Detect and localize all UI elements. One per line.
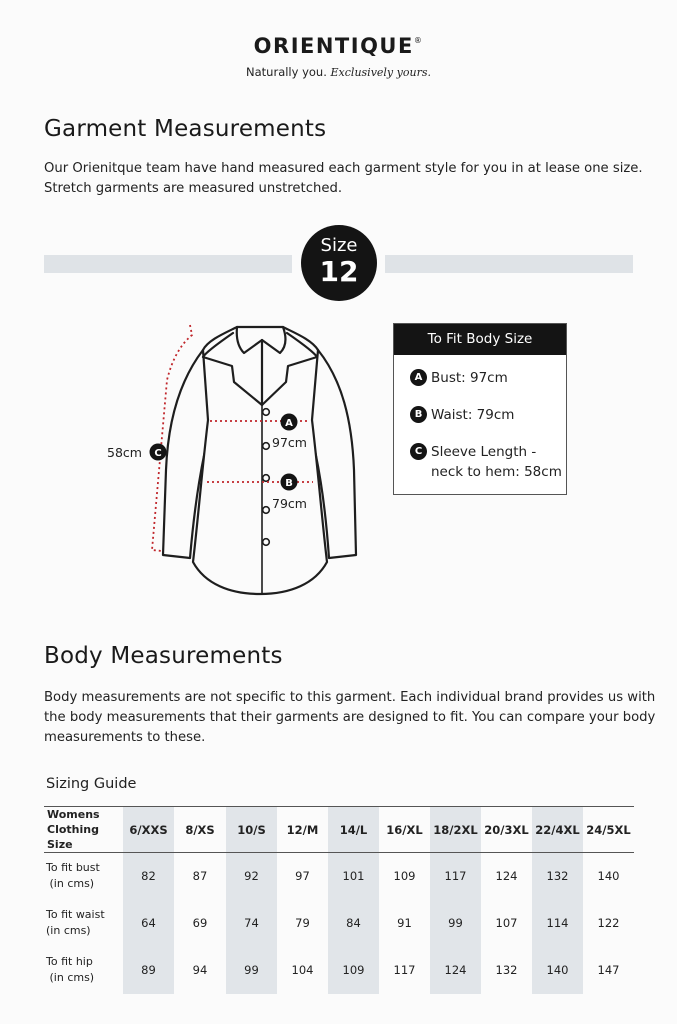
table-row: [44, 853, 634, 900]
table-cell: 132: [495, 963, 518, 977]
table-cell: 140: [532, 947, 583, 994]
size-col-header: 18/2XL: [430, 807, 481, 853]
size-column-header-line1: Womens: [47, 808, 100, 821]
marker-b: B: [285, 478, 293, 489]
table-cell: 69: [192, 916, 208, 930]
row-label-waist: [44, 900, 123, 947]
size-value: 12: [319, 255, 359, 288]
row-label-line2: (in cms): [49, 877, 95, 891]
row-label-line1: To fit waist: [46, 908, 105, 921]
registered-mark: ®: [413, 36, 424, 45]
garment-description-line1: Our Orienitque team have hand measured each garment style for you in at lease one size.: [44, 161, 643, 176]
brand-logo: [0, 34, 677, 58]
row-label-line2: (in cms): [46, 924, 91, 937]
body-description-line2: the body measurements that their garments are designed to fit. You can compare your body: [44, 710, 656, 725]
row-label-line1: To fit hip: [46, 955, 93, 968]
table-cell: 117: [393, 963, 416, 977]
sizing-table: [44, 806, 634, 994]
sizing-header-row: [44, 807, 634, 853]
size-col-header: 16/XL: [379, 807, 430, 853]
sizing-guide-title: Sizing Guide: [46, 776, 137, 792]
marker-a: A: [285, 418, 293, 429]
table-cell: 117: [430, 853, 481, 900]
size-column-header-line2: Clothing Size: [47, 823, 99, 851]
button-2: [263, 443, 270, 450]
jacket-body: [193, 327, 327, 594]
tagline-plain: Naturally you.: [246, 65, 327, 79]
table-cell: 124: [430, 947, 481, 994]
size-label: Size: [320, 235, 358, 256]
button-1: [263, 409, 270, 416]
body-description-line1: Body measurements are not specific to this garment. Each individual brand provides us with: [44, 690, 656, 705]
fit-bust-text: Bust: 97cm: [431, 370, 508, 386]
waist-value: 79cm: [272, 496, 307, 511]
size-col-header: 14/L: [328, 807, 379, 853]
size-column-header: [44, 807, 123, 853]
table-cell: 104: [291, 963, 314, 977]
table-cell: 89: [123, 947, 174, 994]
table-cell: 140: [597, 869, 620, 884]
garment-heading: Garment Measurements: [44, 116, 327, 142]
table-cell: 74: [226, 900, 277, 947]
table-cell: 79: [295, 916, 310, 930]
divider-bar-right: [385, 255, 633, 273]
size-col-header: 10/S: [226, 807, 277, 853]
size-col-header: 24/5XL: [583, 807, 634, 853]
table-cell: 99: [226, 947, 277, 994]
fit-badge-a: A: [410, 369, 427, 386]
button-5: [263, 539, 270, 546]
table-cell: 92: [226, 853, 277, 900]
body-description-line3: measurements to these.: [44, 730, 206, 745]
fit-row-waist: [410, 405, 514, 425]
fit-row-length: [410, 442, 562, 482]
row-label-hip: [44, 947, 123, 994]
table-cell: 114: [532, 900, 583, 947]
table-cell: 147: [597, 963, 620, 977]
table-cell: 64: [123, 900, 174, 947]
fit-waist-text: Waist: 79cm: [431, 407, 515, 423]
table-cell: 109: [328, 947, 379, 994]
table-cell: 107: [495, 916, 518, 930]
length-value: 58cm: [107, 445, 142, 460]
body-description: [44, 688, 664, 748]
garment-description-line2: Stretch garments are measured unstretched.: [44, 181, 343, 196]
row-label-line1: To fit bust: [46, 861, 100, 875]
table-row: [44, 900, 634, 947]
table-cell: 84: [328, 900, 379, 947]
size-col-header: 8/XS: [174, 807, 226, 853]
table-cell: 124: [495, 869, 518, 884]
table-cell: 94: [192, 963, 208, 977]
row-label-bust: [44, 853, 123, 900]
table-cell: 91: [397, 916, 412, 930]
brand-tagline: [0, 65, 677, 79]
garment-description: [44, 159, 644, 199]
table-cell: 132: [532, 853, 583, 900]
size-col-header: 6/XXS: [123, 807, 174, 853]
bust-value: 97cm: [272, 435, 307, 450]
fit-length-text-2: neck to hem: 58cm: [431, 464, 562, 480]
table-row: [44, 947, 634, 994]
button-4: [263, 507, 270, 514]
table-cell: 99: [430, 900, 481, 947]
fit-badge-c: C: [410, 443, 427, 460]
tagline-italic: Exclusively yours.: [330, 66, 431, 79]
fit-row-bust: [410, 368, 508, 388]
size-col-header: 22/4XL: [532, 807, 583, 853]
fit-length-text-1: Sleeve Length -: [431, 444, 537, 460]
fit-badge-b: B: [410, 406, 427, 423]
garment-diagram: [100, 315, 380, 605]
table-cell: 122: [597, 916, 620, 930]
fit-body-size-box: [393, 323, 567, 495]
button-3: [263, 475, 270, 482]
table-cell: 101: [328, 853, 379, 900]
table-cell: 87: [192, 869, 208, 884]
size-col-header: 20/3XL: [481, 807, 532, 853]
divider-bar-left: [44, 255, 292, 273]
table-cell: 82: [123, 853, 174, 900]
fit-box-title: To Fit Body Size: [394, 324, 566, 355]
brand-name: ORIENTIQUE: [253, 34, 414, 58]
size-badge: [301, 225, 377, 301]
marker-c: C: [154, 448, 162, 459]
size-col-header: 12/M: [277, 807, 328, 853]
table-cell: 97: [295, 869, 310, 884]
row-label-line2: (in cms): [49, 971, 95, 984]
table-cell: 109: [393, 869, 416, 884]
body-heading: Body Measurements: [44, 643, 283, 669]
